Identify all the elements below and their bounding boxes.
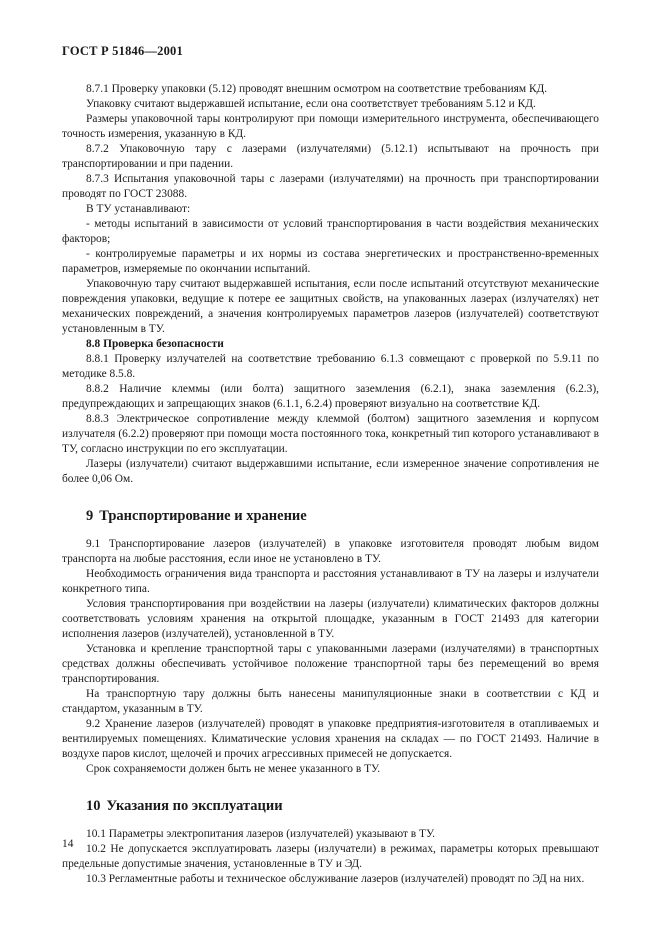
document-body — [62, 82, 599, 887]
section-title: Указания по эксплуатации — [106, 798, 283, 814]
paragraph: Необходимость ограничения вида транспорта и расстояния устанавливают в ТУ на лазеры и излучатели конкретного типа. — [62, 568, 599, 595]
page-number: 14 — [62, 838, 74, 850]
paragraph: Упаковку считают выдержавшей испытание, если она соответствует требованиям 5.12 и КД. — [86, 98, 536, 110]
paragraph: 8.7.2 Упаковочную тару с лазерами (излучателями) (5.12.1) испытывают на прочность при транспортировании и при падении. — [62, 143, 599, 170]
paragraph: 10.1 Параметры электропитания лазеров (излучателей) указывают в ТУ. — [86, 828, 435, 840]
paragraph: 8.7.1 Проверку упаковки (5.12) проводят внешним осмотром на соответствие требованиям КД. — [86, 83, 548, 95]
paragraph: - методы испытаний в зависимости от условий транспортирования в части воздействия механических факторов; — [62, 218, 599, 245]
paragraph: 8.8.3 Электрическое сопротивление между клеммой (болтом) защитного заземления и корпусом излучателя (6.2.2) проверяют при помощи моста постоянного тока, конкретный тип которого устанавливают в ТУ, согласно инструкции по его эксплуатации. — [62, 413, 599, 455]
paragraph: 9.2 Хранение лазеров (излучателей) проводят в упаковке предприятия-изготовителя в отапливаемых и вентилируемых помещениях. Климатические условия хранения на складах — по ГОСТ 21493. Наличие в воздухе паров кислот, щелочей и прочих агрессивных примесей не допускается. — [62, 718, 599, 760]
paragraph: Размеры упаковочной тары контролируют при помощи измерительного инструмента, обеспечивающего точность измерения, указанную в КД. — [62, 113, 599, 140]
paragraph: Условия транспортирования при воздействии на лазеры (излучатели) климатических факторов должны соответствовать условиям хранения на открытой площадке, указанным в ГОСТ 21493 для категории исполнения лазеров (излучателей), установленной в ТУ. — [62, 598, 599, 640]
paragraph: Срок сохраняемости должен быть не менее указанного в ТУ. — [86, 763, 381, 775]
subsection-heading: 8.8 Проверка безопасности — [86, 338, 224, 350]
paragraph: Лазеры (излучатели) считают выдержавшими испытание, если измеренное значение сопротивления не более 0,06 Ом. — [62, 458, 599, 485]
paragraph: На транспортную тару должны быть нанесены манипуляционные знаки в соответствии с КД и стандартом, указанным в ТУ. — [62, 688, 599, 715]
paragraph: - контролируемые параметры и их нормы из состава энергетических и пространственно-временных параметров, измеряемые по окончании испытаний. — [62, 248, 599, 275]
paragraph: 9.1 Транспортирование лазеров (излучателей) в упаковке изготовителя проводят любым видом транспорта на любые расстояния, если иное не установлено в ТУ. — [62, 538, 599, 565]
section-number: 10 — [86, 798, 101, 814]
section-heading-10 — [86, 797, 599, 815]
paragraph: Упаковочную тару считают выдержавшей испытания, если после испытаний отсутствуют механические повреждения упаковки, ведущие к потере ее защитных свойств, на упакованных лазерах (излучателях) нет механических повреждений, а значения контролируемых параметров лазеров (излучателей) соответствуют установленным в ТУ. — [62, 278, 599, 335]
paragraph: 8.8.2 Наличие клеммы (или болта) защитного заземления (6.2.1), знака заземления (6.2.3), предупреждающих и запрещающих знаков (6.1.1, 6.2.4) проверяют визуально на соответствие КД. — [62, 383, 599, 410]
paragraph: Установка и крепление транспортной тары с упакованными лазерами (излучателями) в транспортных средствах должны обеспечивать устойчивое положение транспортной тары без перемещений во время транспортирования. — [62, 643, 599, 685]
paragraph: В ТУ устанавливают: — [86, 203, 191, 215]
paragraph: 8.7.3 Испытания упаковочной тары с лазерами (излучателями) на прочность при транспортировании проводят по ГОСТ 23088. — [62, 173, 599, 200]
paragraph: 8.8.1 Проверку излучателей на соответствие требованию 6.1.3 совмещают с проверкой по 5.9.11 по методике 8.5.8. — [62, 353, 599, 380]
section-title: Транспортирование и хранение — [99, 508, 307, 524]
section-number: 9 — [86, 508, 94, 524]
paragraph: 10.2 Не допускается эксплуатировать лазеры (излучатели) в режимах, параметры которых превышают предельные допустимые значения, установленные в ТУ и ЭД. — [62, 843, 599, 870]
section-heading-9 — [86, 507, 599, 525]
paragraph: 10.3 Регламентные работы и техническое обслуживание лазеров (излучателей) проводят по ЭД на них. — [86, 873, 585, 885]
document-header: ГОСТ Р 51846—2001 — [62, 44, 183, 58]
